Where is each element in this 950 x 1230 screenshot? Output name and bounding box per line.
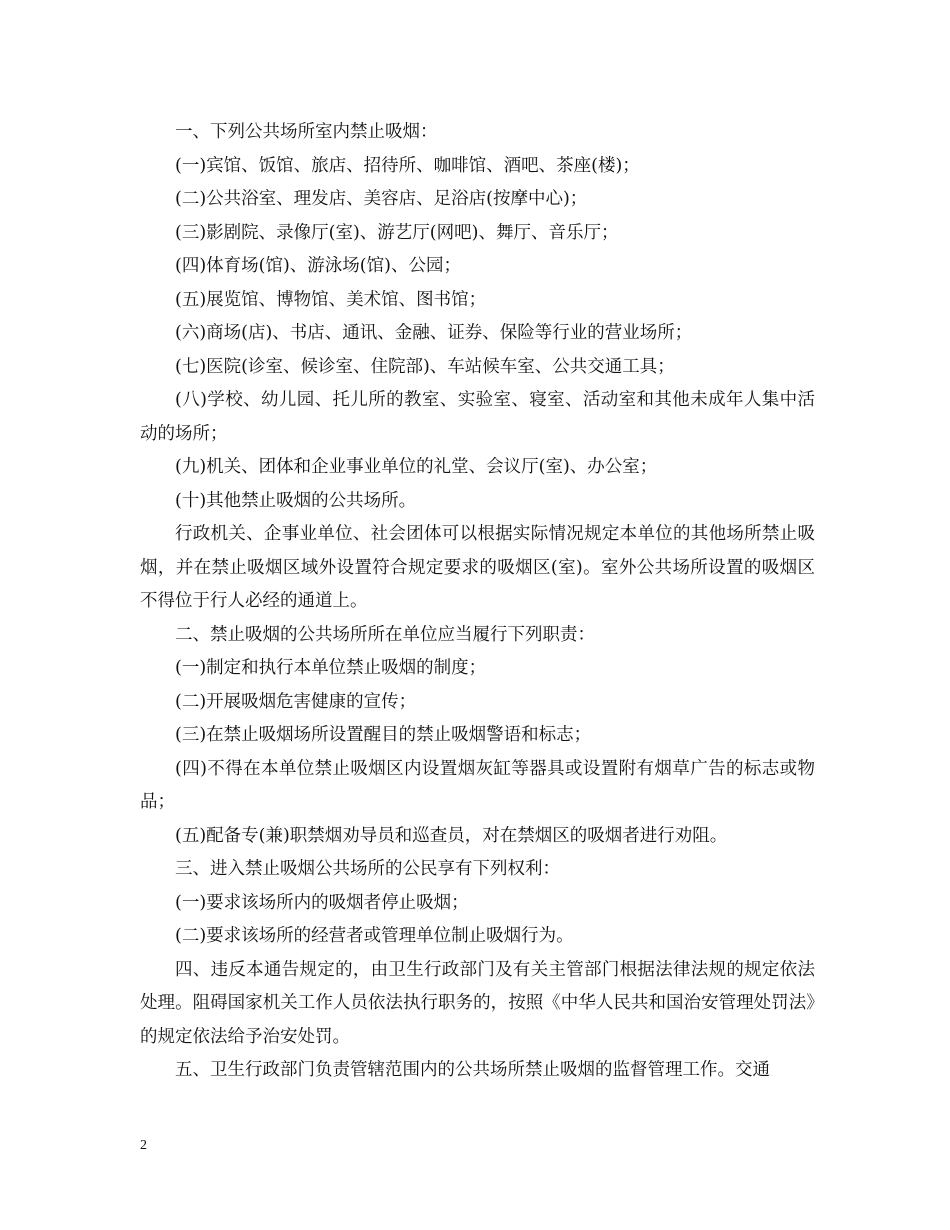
- paragraph-2: (一)宾馆、饭馆、旅店、招待所、咖啡馆、酒吧、茶座(楼)；: [175, 155, 640, 176]
- paragraph-12: 行政机关、企事业单位、社会团体可以根据实际情况规定本单位的其他场所禁止吸烟，并在禁止吸烟区域外设置符合规定要求的吸烟区(室)。室外公共场所设置的吸烟区不得位于行人必经的通道上。: [140, 524, 815, 611]
- paragraph-17: (四)不得在本单位禁止吸烟区内设置烟灰缸等器具或设置附有烟草广告的标志或物品；: [140, 758, 815, 812]
- paragraph-10: (九)机关、团体和企业事业单位的礼堂、会议厅(室)、办公室；: [175, 457, 658, 477]
- paragraph-19: 三、进入禁止吸烟公共场所的公民享有下列权利：: [175, 859, 560, 879]
- paragraph-4: (三)影剧院、录像厅(室)、游艺厅(网吧)、舞厅、音乐厅；: [175, 222, 619, 243]
- page-number: 2: [140, 1138, 147, 1153]
- paragraph-23: 五、卫生行政部门负责管辖范围内的公共场所禁止吸烟的监督管理工作。交通: [175, 1060, 770, 1080]
- paragraph-22: 四、违反本通告规定的，由卫生行政部门及有关主管部门根据法律法规的规定依法处理。阻碍国家机关工作人员依法执行职务的，按照《中华人民共和国治安管理处罚法》的规定依法给予治安处罚。: [140, 959, 815, 1047]
- paragraph-9: (八)学校、幼儿园、托儿所的教室、实验室、寝室、活动室和其他未成年人集中活动的场所；: [140, 390, 815, 444]
- paragraph-8: (七)医院(诊室、候诊室、住院部)、车站候车室、公共交通工具；: [175, 356, 675, 377]
- paragraph-13: 二、禁止吸烟的公共场所所在单位应当履行下列职责：: [175, 624, 595, 645]
- paragraph-20: (一)要求该场所内的吸烟者停止吸烟；: [175, 892, 469, 913]
- paragraph-6: (五)展览馆、博物馆、美术馆、图书馆；: [175, 289, 487, 310]
- paragraph-3: (二)公共浴室、理发店、美容店、足浴店(按摩中心)；: [175, 189, 588, 209]
- paragraph-18: (五)配备专(兼)职禁烟劝导员和巡查员，对在禁烟区的吸烟者进行劝阻。: [175, 825, 728, 846]
- paragraph-1: 一、下列公共场所室内禁止吸烟：: [175, 122, 438, 142]
- paragraph-7: (六)商场(店)、书店、通讯、金融、证券、保险等行业的营业场所；: [175, 323, 693, 343]
- document-body: [140, 116, 815, 1088]
- paragraph-5: (四)体育场(馆)、游泳场(馆)、公园；: [175, 256, 461, 276]
- paragraph-14: (一)制定和执行本单位禁止吸烟的制度；: [175, 658, 487, 678]
- paragraph-21: (二)要求该场所的经营者或管理单位制止吸烟行为。: [175, 926, 574, 946]
- paragraph-11: (十)其他禁止吸烟的公共场所。: [175, 490, 417, 511]
- paragraph-15: (二)开展吸烟危害健康的宣传；: [175, 691, 417, 712]
- paragraph-16: (三)在禁止吸烟场所设置醒目的禁止吸烟警语和标志；: [175, 725, 592, 745]
